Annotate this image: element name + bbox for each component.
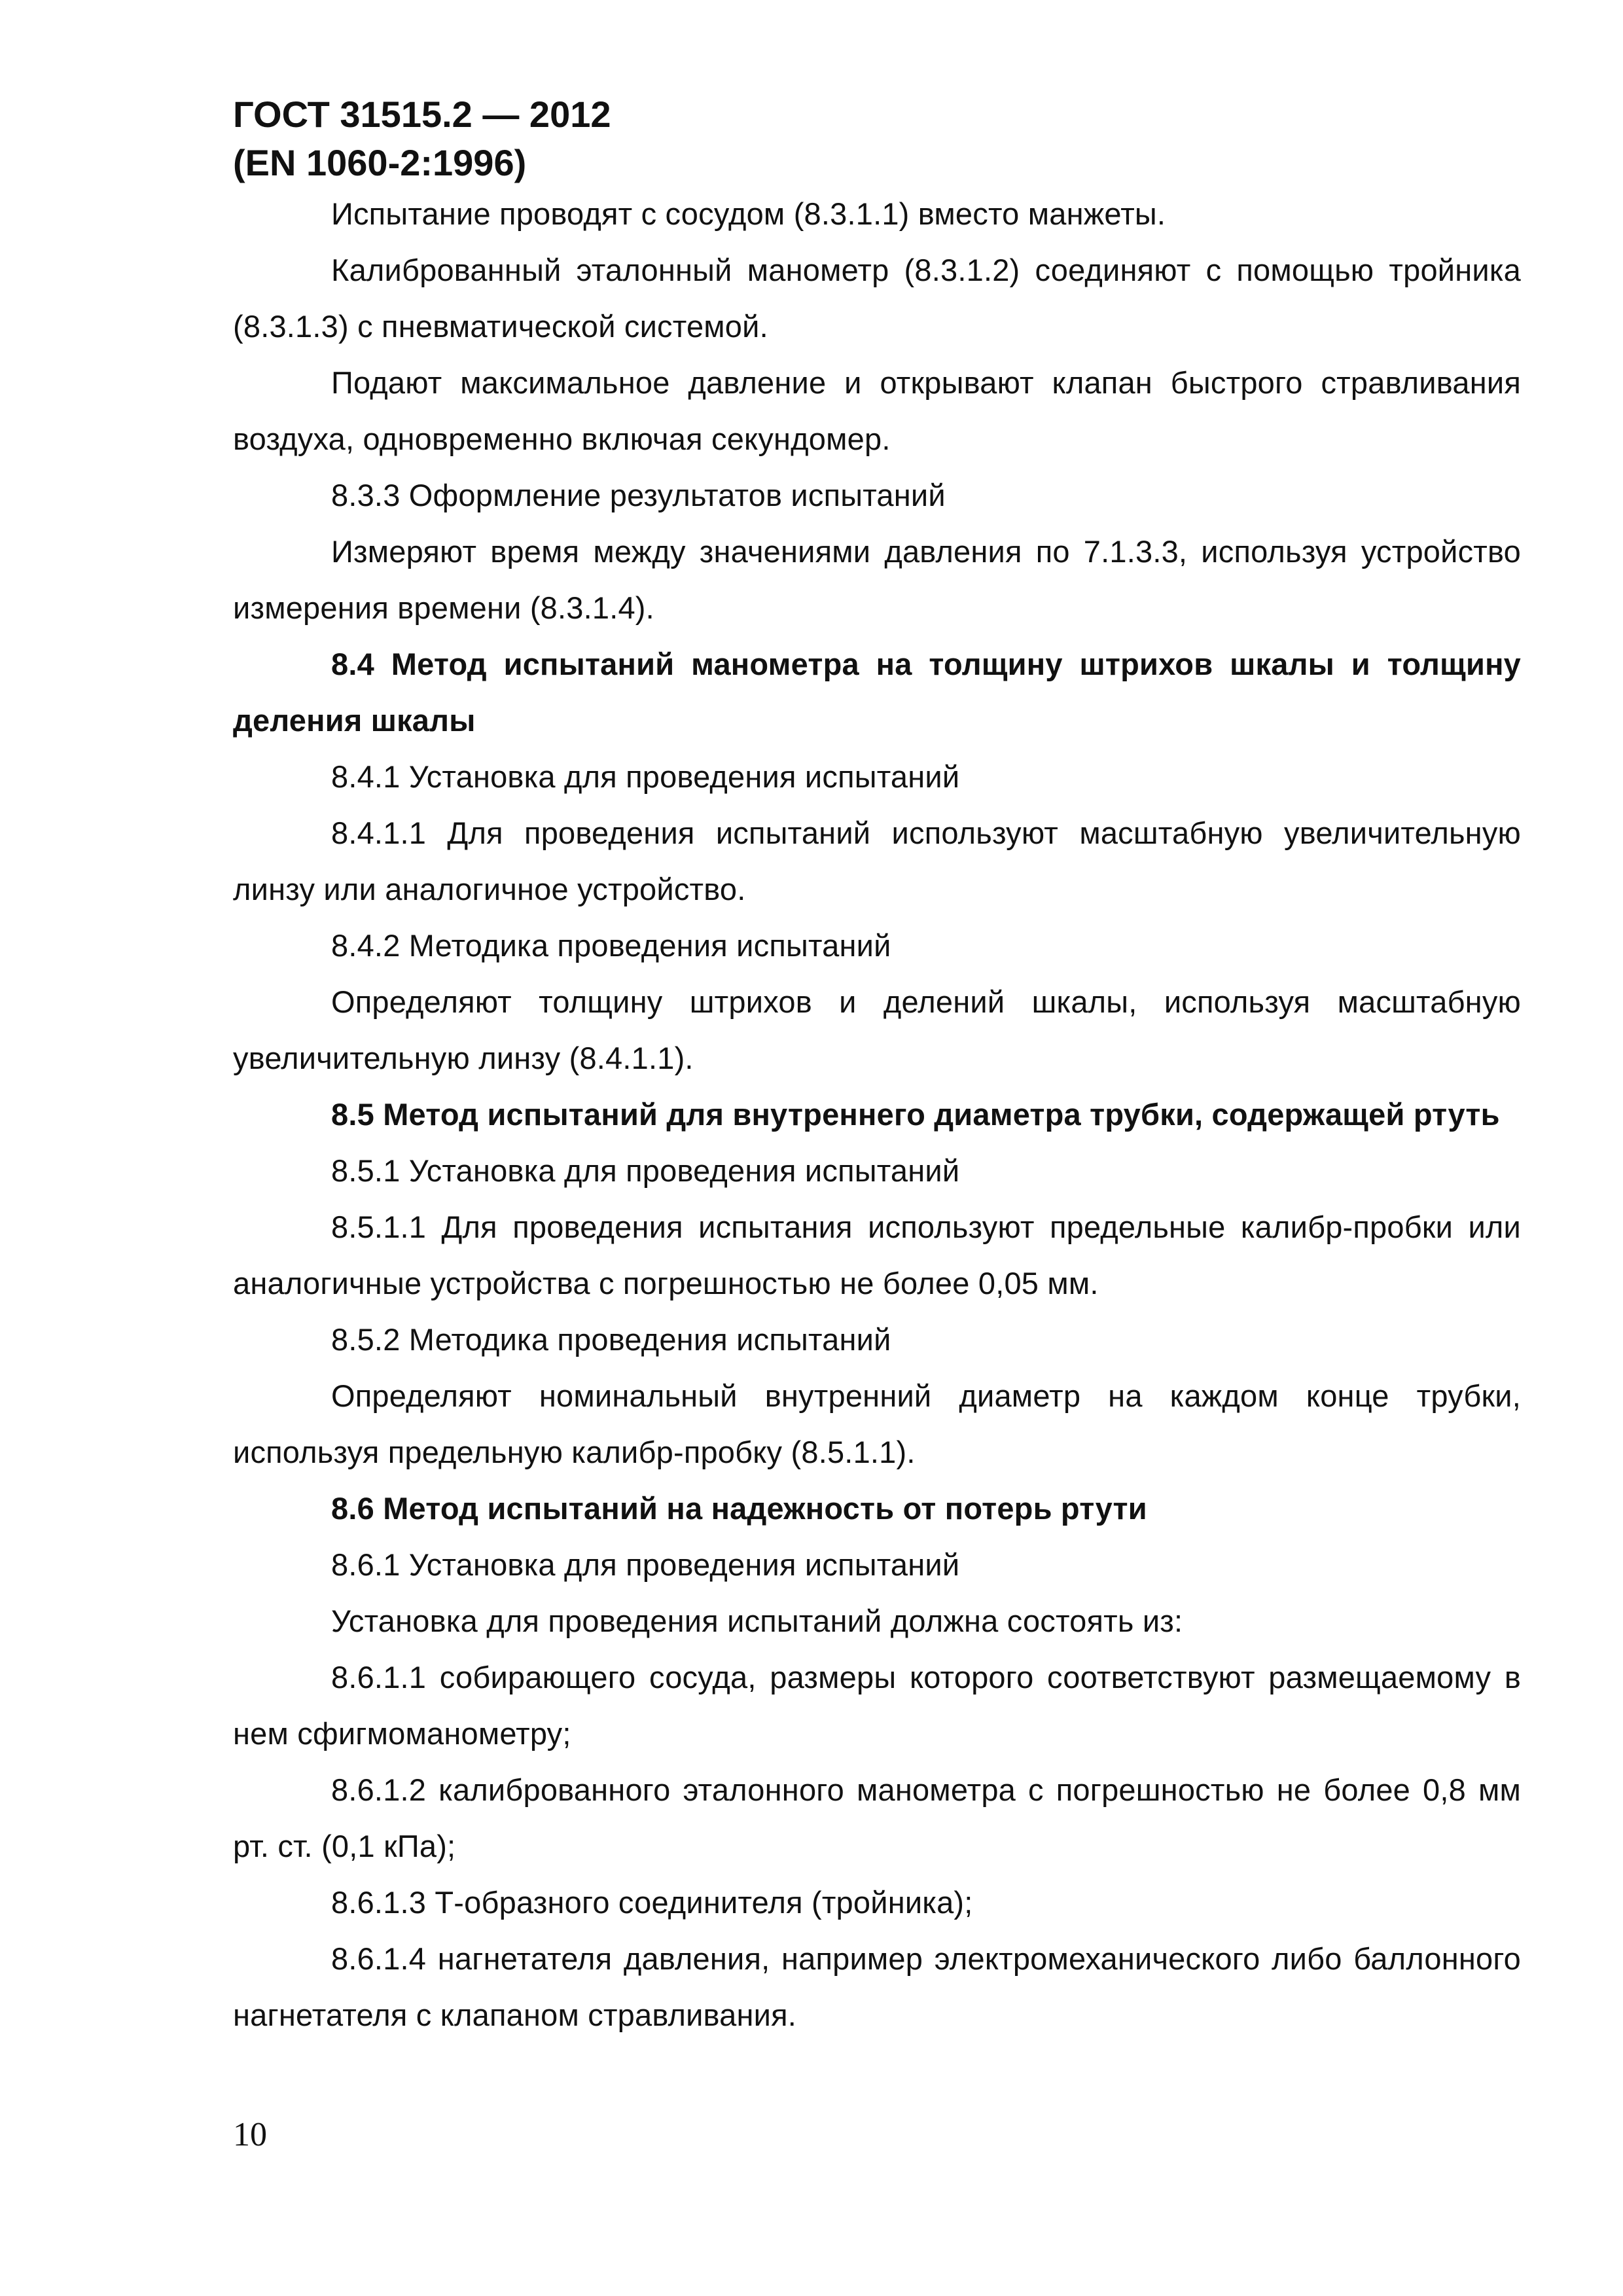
paragraph: Установка для проведения испытаний должна состоять из: <box>331 1604 1183 1638</box>
page-number: 10 <box>233 2116 267 2153</box>
document-header <box>233 90 611 187</box>
standard-designation: ГОСТ 31515.2 — 2012 <box>233 94 611 135</box>
paragraph: Испытание проводят с сосудом (8.3.1.1) вместо манжеты. <box>331 196 1166 231</box>
list-item: 8.6.1.4 нагнетателя давления, например электромеханического либо баллонного нагнетателя с клапаном стравливания. <box>233 1941 1521 2032</box>
section-heading: 8.5.2 Методика проведения испытаний <box>331 1322 891 1357</box>
paragraph: 8.5.1.1 Для проведения испытания используют предельные калибр-пробки или аналогичные устройства с погрешностью не более 0,05 мм. <box>233 1210 1521 1300</box>
section-heading: 8.6.1 Установка для проведения испытаний <box>331 1547 960 1582</box>
paragraph: Подают максимальное давление и открывают клапан быстрого стравливания воздуха, одновременно включая секундомер. <box>233 365 1521 456</box>
paragraph: 8.4.1.1 Для проведения испытаний используют масштабную увеличительную линзу или аналогичное устройство. <box>233 816 1521 906</box>
document-body <box>233 186 1521 2043</box>
standard-reference: (EN 1060-2:1996) <box>233 142 527 183</box>
list-item: 8.6.1.2 калиброванного эталонного манометра с погрешностью не более 0,8 мм рт. ст. (0,1 кПа); <box>233 1772 1521 1863</box>
section-heading: 8.4.2 Методика проведения испытаний <box>331 928 891 963</box>
section-heading: 8.4.1 Установка для проведения испытаний <box>331 759 960 794</box>
section-heading-bold: 8.4 Метод испытаний манометра на толщину штрихов шкалы и толщину деления шкалы <box>233 647 1521 738</box>
section-heading-bold: 8.6 Метод испытаний на надежность от потерь ртути <box>331 1491 1147 1526</box>
section-heading: 8.3.3 Оформление результатов испытаний <box>331 478 946 512</box>
section-heading: 8.5.1 Установка для проведения испытаний <box>331 1153 960 1188</box>
list-item: 8.6.1.1 собирающего сосуда, размеры которого соответствуют размещаемому в нем сфигмоманометру; <box>233 1660 1521 1751</box>
list-item: 8.6.1.3 Т-образного соединителя (тройника); <box>331 1885 973 1920</box>
paragraph: Определяют номинальный внутренний диаметр на каждом конце трубки, используя предельную калибр-пробку (8.5.1.1). <box>233 1378 1521 1469</box>
paragraph: Измеряют время между значениями давления по 7.1.3.3, используя устройство измерения времени (8.3.1.4). <box>233 534 1521 625</box>
section-heading-bold: 8.5 Метод испытаний для внутреннего диаметра трубки, содержащей ртуть <box>331 1097 1500 1132</box>
paragraph: Калиброванный эталонный манометр (8.3.1.2) соединяют с помощью тройника (8.3.1.3) с пневматической системой. <box>233 253 1521 344</box>
paragraph: Определяют толщину штрихов и делений шкалы, используя масштабную увеличительную линзу (8.4.1.1). <box>233 984 1521 1075</box>
